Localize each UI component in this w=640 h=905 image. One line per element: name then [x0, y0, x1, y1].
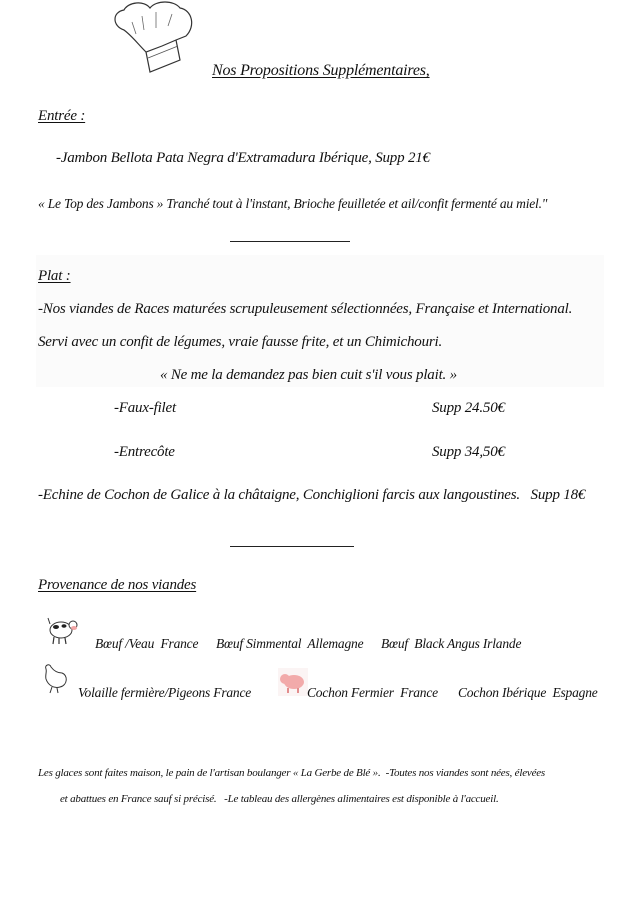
plat-quote: « Ne me la demandez pas bien cuit s'il vous plait. » [160, 367, 457, 383]
cut-name: -Entrecôte [114, 444, 175, 460]
plat-line2: Servi avec un confit de légumes, vraie fausse frite, et un Chimichouri. [38, 334, 443, 350]
poultry-origin: Volaille fermière/Pigeons France [78, 685, 252, 700]
beef-origin: Bœuf Black Angus Irlande [381, 636, 522, 651]
divider [230, 546, 354, 547]
chicken-icon [40, 663, 70, 695]
cut-price: Supp 34,50€ [432, 444, 505, 460]
footer-line2: et abattues en France sauf si précisé. -Le tableau des allergènes alimentaires est disponible à l'accueil. [60, 793, 499, 805]
entree-item: -Jambon Bellota Pata Negra d'Extramadura Ibérique, Supp 21€ [56, 150, 430, 166]
beef-origin: Bœuf Simmental Allemagne [216, 636, 364, 651]
provenance-heading: Provenance de nos viandes [38, 577, 197, 593]
pig-icon [278, 668, 308, 696]
plat-heading: Plat : [38, 268, 71, 284]
beef-origin: Bœuf /Veau France [95, 636, 199, 651]
page-title: Nos Propositions Supplémentaires, [212, 62, 430, 79]
pork-origin: Cochon Ibérique Espagne [458, 685, 598, 700]
chef-hat-icon [106, 0, 198, 76]
cut-name: -Faux-filet [114, 400, 176, 416]
entree-description: « Le Top des Jambons » Tranché tout à l'instant, Brioche feuilletée et ail/confit fermenté au miel." [38, 196, 548, 211]
entree-heading: Entrée : [38, 108, 86, 124]
pork-origin: Cochon Fermier France [307, 685, 438, 700]
cut-price: Supp 24.50€ [432, 400, 505, 416]
divider [230, 241, 350, 242]
cow-icon [46, 614, 80, 646]
plat-line1: -Nos viandes de Races maturées scrupuleusement sélectionnées, Française et International. [38, 301, 573, 317]
footer-line1: Les glaces sont faites maison, le pain de l'artisan boulanger « La Gerbe de Blé ». -Toutes nos viandes sont nées, élevées [38, 767, 546, 779]
echine-item: -Echine de Cochon de Galice à la châtaigne, Conchiglioni farcis aux langoustines. Supp 18€ [38, 487, 586, 503]
